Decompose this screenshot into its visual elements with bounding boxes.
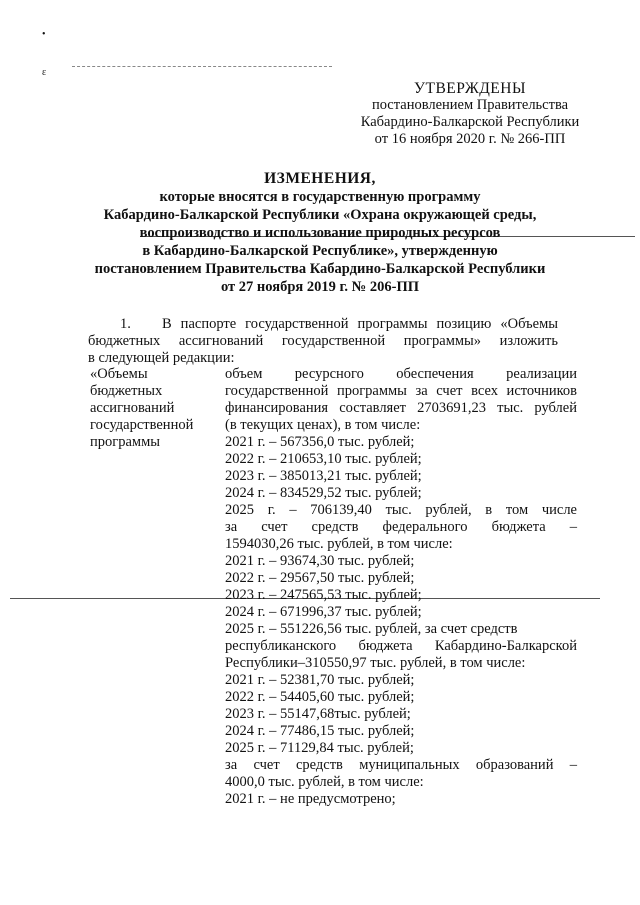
table-value-line: за счет средств федерального бюджета – bbox=[225, 519, 577, 535]
scan-mark: • bbox=[42, 29, 46, 40]
table-value-line: 2024 г. – 671996,37 тыс. рублей; bbox=[225, 604, 422, 620]
table-label-line: ассигнований bbox=[90, 400, 175, 416]
table-value-line: государственной программы за счет всех источников bbox=[225, 383, 577, 399]
table-value-line: 2025 г. – 706139,40 тыс. рублей, в том числе bbox=[225, 502, 577, 518]
table-label-line: государственной bbox=[90, 417, 194, 433]
table-label-line: «Объемы bbox=[90, 366, 148, 382]
approval-title: УТВЕРЖДЕНЫ bbox=[414, 80, 526, 97]
table-value-line: 2021 г. – 93674,30 тыс. рублей; bbox=[225, 553, 415, 569]
approval-line: от 16 ноября 2020 г. № 266-ПП bbox=[374, 131, 566, 147]
table-value-line: 2025 г. – 551226,56 тыс. рублей, за счет средств bbox=[225, 621, 518, 637]
paragraph-number: 1. bbox=[120, 316, 131, 332]
table-value-line: за счет средств муниципальных образований – bbox=[225, 757, 577, 773]
table-value-line: (в текущих ценах), в том числе: bbox=[225, 417, 421, 433]
table-value-line: 2025 г. – 71129,84 тыс. рублей; bbox=[225, 740, 414, 756]
table-value-line: 2021 г. – не предусмотрено; bbox=[225, 791, 396, 807]
paragraph-1 bbox=[88, 316, 558, 367]
approval-block bbox=[340, 80, 600, 148]
table-value-line: 2023 г. – 55147,68тыс. рублей; bbox=[225, 706, 411, 722]
table-value-line: финансирования составляет 2703691,23 тыс. рублей bbox=[225, 400, 577, 416]
scan-mark: ε bbox=[42, 67, 47, 78]
table-label-column bbox=[90, 366, 220, 451]
approval-line: Кабардино-Балкарской Республики bbox=[360, 114, 580, 130]
table-label-line: программы bbox=[90, 434, 160, 450]
approval-line: постановлением Правительства bbox=[371, 97, 569, 113]
table-value-line: республиканского бюджета Кабардино-Балкарской bbox=[225, 638, 577, 654]
table-value-line: 2023 г. – 247565,53 тыс. рублей; bbox=[225, 587, 422, 603]
scan-artifact-line bbox=[72, 66, 332, 67]
table-value-line: 4000,0 тыс. рублей, в том числе: bbox=[225, 774, 424, 790]
paragraph-line: в следующей редакции: bbox=[88, 350, 235, 366]
table-value-line: 2021 г. – 52381,70 тыс. рублей; bbox=[225, 672, 415, 688]
heading-line: постановлением Правительства Кабардино-Балкарской Республики bbox=[94, 261, 546, 277]
table-value-line: 2024 г. – 77486,15 тыс. рублей; bbox=[225, 723, 415, 739]
table-value-line: 2024 г. – 834529,52 тыс. рублей; bbox=[225, 485, 422, 501]
heading-line: Кабардино-Балкарской Республики «Охрана окружающей среды, bbox=[103, 207, 537, 223]
paragraph-line: бюджетных ассигнований государственной программы» изложить bbox=[88, 333, 558, 349]
table-value-line: Республики–310550,97 тыс. рублей, в том числе: bbox=[225, 655, 526, 671]
table-value-line: 2021 г. – 567356,0 тыс. рублей; bbox=[225, 434, 415, 450]
table-value-line: 2022 г. – 29567,50 тыс. рублей; bbox=[225, 570, 415, 586]
table-label-line: бюджетных bbox=[90, 383, 163, 399]
heading-line: от 27 ноября 2019 г. № 206-ПП bbox=[220, 279, 420, 295]
table-value-line: 2023 г. – 385013,21 тыс. рублей; bbox=[225, 468, 422, 484]
table-value-line: 2022 г. – 54405,60 тыс. рублей; bbox=[225, 689, 415, 705]
table-value-column bbox=[225, 366, 577, 808]
paragraph-line: В паспорте государственной программы позицию «Объемы bbox=[162, 316, 558, 332]
heading-line: в Кабардино-Балкарской Республике», утвержденную bbox=[142, 243, 498, 259]
heading-title: ИЗМЕНЕНИЯ, bbox=[264, 170, 376, 187]
heading-line: воспроизводство и использование природных ресурсов bbox=[139, 225, 501, 241]
table-value-line: 2022 г. – 210653,10 тыс. рублей; bbox=[225, 451, 422, 467]
heading-line: которые вносятся в государственную программу bbox=[159, 189, 481, 205]
table-value-line: объем ресурсного обеспечения реализации bbox=[225, 366, 577, 382]
table-value-line: 1594030,26 тыс. рублей, в том числе: bbox=[225, 536, 453, 552]
document-heading bbox=[60, 170, 580, 296]
